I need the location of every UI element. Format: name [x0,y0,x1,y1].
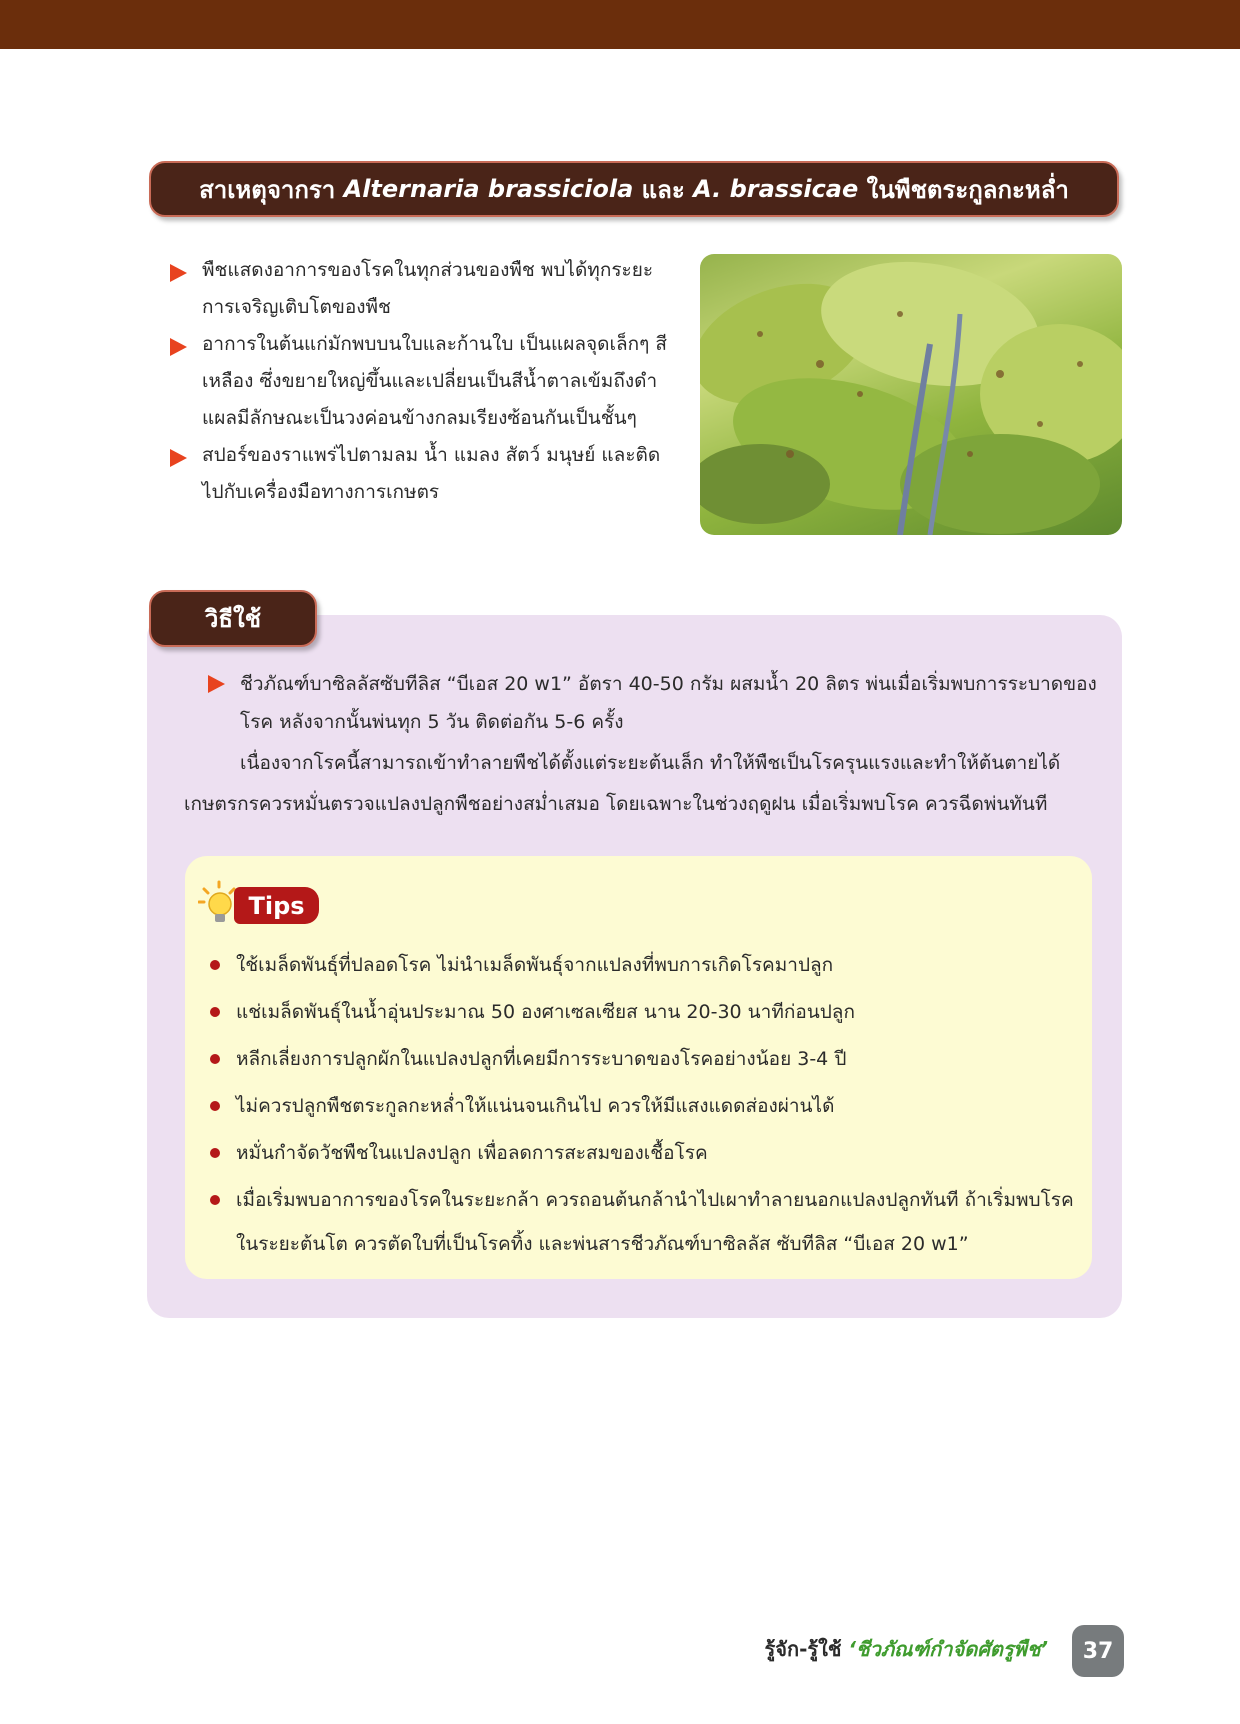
tip-item: หมั่นกำจัดวัชพืชในแปลงปลูก เพื่อลดการสะสมของเชื้อโรค [208,1131,1088,1175]
footer-series-title: ‘ชีวภัณฑ์กำจัดศัตรูพืช’ [848,1637,1048,1661]
tip-item: หลีกเลี่ยงการปลูกผักในแปลงปลูกที่เคยมีการระบาดของโรคอย่างน้อย 3-4 ปี [208,1037,1088,1081]
page-number: 37 [1072,1625,1124,1677]
usage-title: วิธีใช้ [149,590,317,647]
symptom-item: สปอร์ของราแพร่ไปตามลม น้ำ แมลง สัตว์ มนุษย์ และติดไปกับเครื่องมือทางการเกษตร [170,437,670,511]
tip-item: เมื่อเริ่มพบอาการของโรคในระยะกล้า ควรถอนต้นกล้านำไปเผาทำลายนอกแปลงปลูกทันที ถ้าเริ่มพบโรคในระยะต้นโต ควรตัดใบที่เป็นโรคทิ้ง และพ่นสารชีวภัณฑ์บาซิลลัส ซับทีลิส “บีเอส 20 w1” [208,1178,1088,1266]
symptom-item: พืชแสดงอาการของโรคในทุกส่วนของพืช พบได้ทุกระยะการเจริญเติบโตของพืช [170,252,670,326]
dot-bullet-icon [210,1007,220,1017]
tip-item: ไม่ควรปลูกพืชตระกูลกะหล่ำให้แน่นจนเกินไป ควรให้มีแสงแดดส่องผ่านได้ [208,1084,1088,1128]
usage-instruction: ชีวภัณฑ์บาซิลลัสซับทีลิส “บีเอส 20 w1” อัตรา 40-50 กรัม ผสมน้ำ 20 ลิตร พ่นเมื่อเริ่มพบการระบาดของโรค หลังจากนั้นพ่นทุก 5 วัน ติดต่อกัน 5-6 ครั้ง [208,665,1098,741]
species-name-2: A. brassicae [693,175,859,203]
page-footer [765,1633,1049,1665]
tips-badge: Tips [234,887,319,924]
dot-bullet-icon [210,1195,220,1205]
diseased-leaves-photo [700,254,1122,535]
cause-header [149,161,1119,217]
tips-list [208,943,1088,1269]
triangle-bullet-icon [208,675,225,693]
triangle-bullet-icon [170,449,187,467]
dot-bullet-icon [210,1054,220,1064]
dot-bullet-icon [210,960,220,970]
cause-connector: และ [641,175,685,204]
triangle-bullet-icon [170,264,187,282]
top-color-bar [0,0,1240,49]
symptom-item: อาการในต้นแก่มักพบบนใบและก้านใบ เป็นแผลจุดเล็กๆ สีเหลือง ซึ่งขยายใหญ่ขึ้นและเปลี่ยนเป็นสีน้ำตาลเข้มถึงดำ แผลมีลักษณะเป็นวงค่อนข้างกลมเรียงซ้อนกันเป็นชั้นๆ [170,326,670,437]
dot-bullet-icon [210,1101,220,1111]
cause-prefix: สาเหตุจากรา [199,175,336,204]
dot-bullet-icon [210,1148,220,1158]
usage-paragraph: เนื่องจากโรคนี้สามารถเข้าทำลายพืชได้ตั้งแต่ระยะต้นเล็ก ทำให้พืชเป็นโรครุนแรงและทำให้ต้นตายได้ เกษตรกรควรหมั่นตรวจแปลงปลูกพืชอย่างสม่ำเสมอ โดยเฉพาะในช่วงฤดูฝน เมื่อเริ่มพบโรค ควรฉีดพ่นทันที [184,752,1061,815]
cause-suffix: ในพืชตระกูลกะหล่ำ [866,175,1069,204]
symptom-list [170,252,670,511]
footer-prefix: รู้จัก-รู้ใช้ [764,1637,842,1661]
tip-item: ใช้เมล็ดพันธุ์ที่ปลอดโรค ไม่นำเมล็ดพันธุ์จากแปลงที่พบการเกิดโรคมาปลูก [208,943,1088,987]
tip-item: แช่เมล็ดพันธุ์ในน้ำอุ่นประมาณ 50 องศาเซลเซียส นาน 20-30 นาทีก่อนปลูก [208,990,1088,1034]
triangle-bullet-icon [170,338,187,356]
species-name-1: Alternaria brassiciola [343,175,634,203]
